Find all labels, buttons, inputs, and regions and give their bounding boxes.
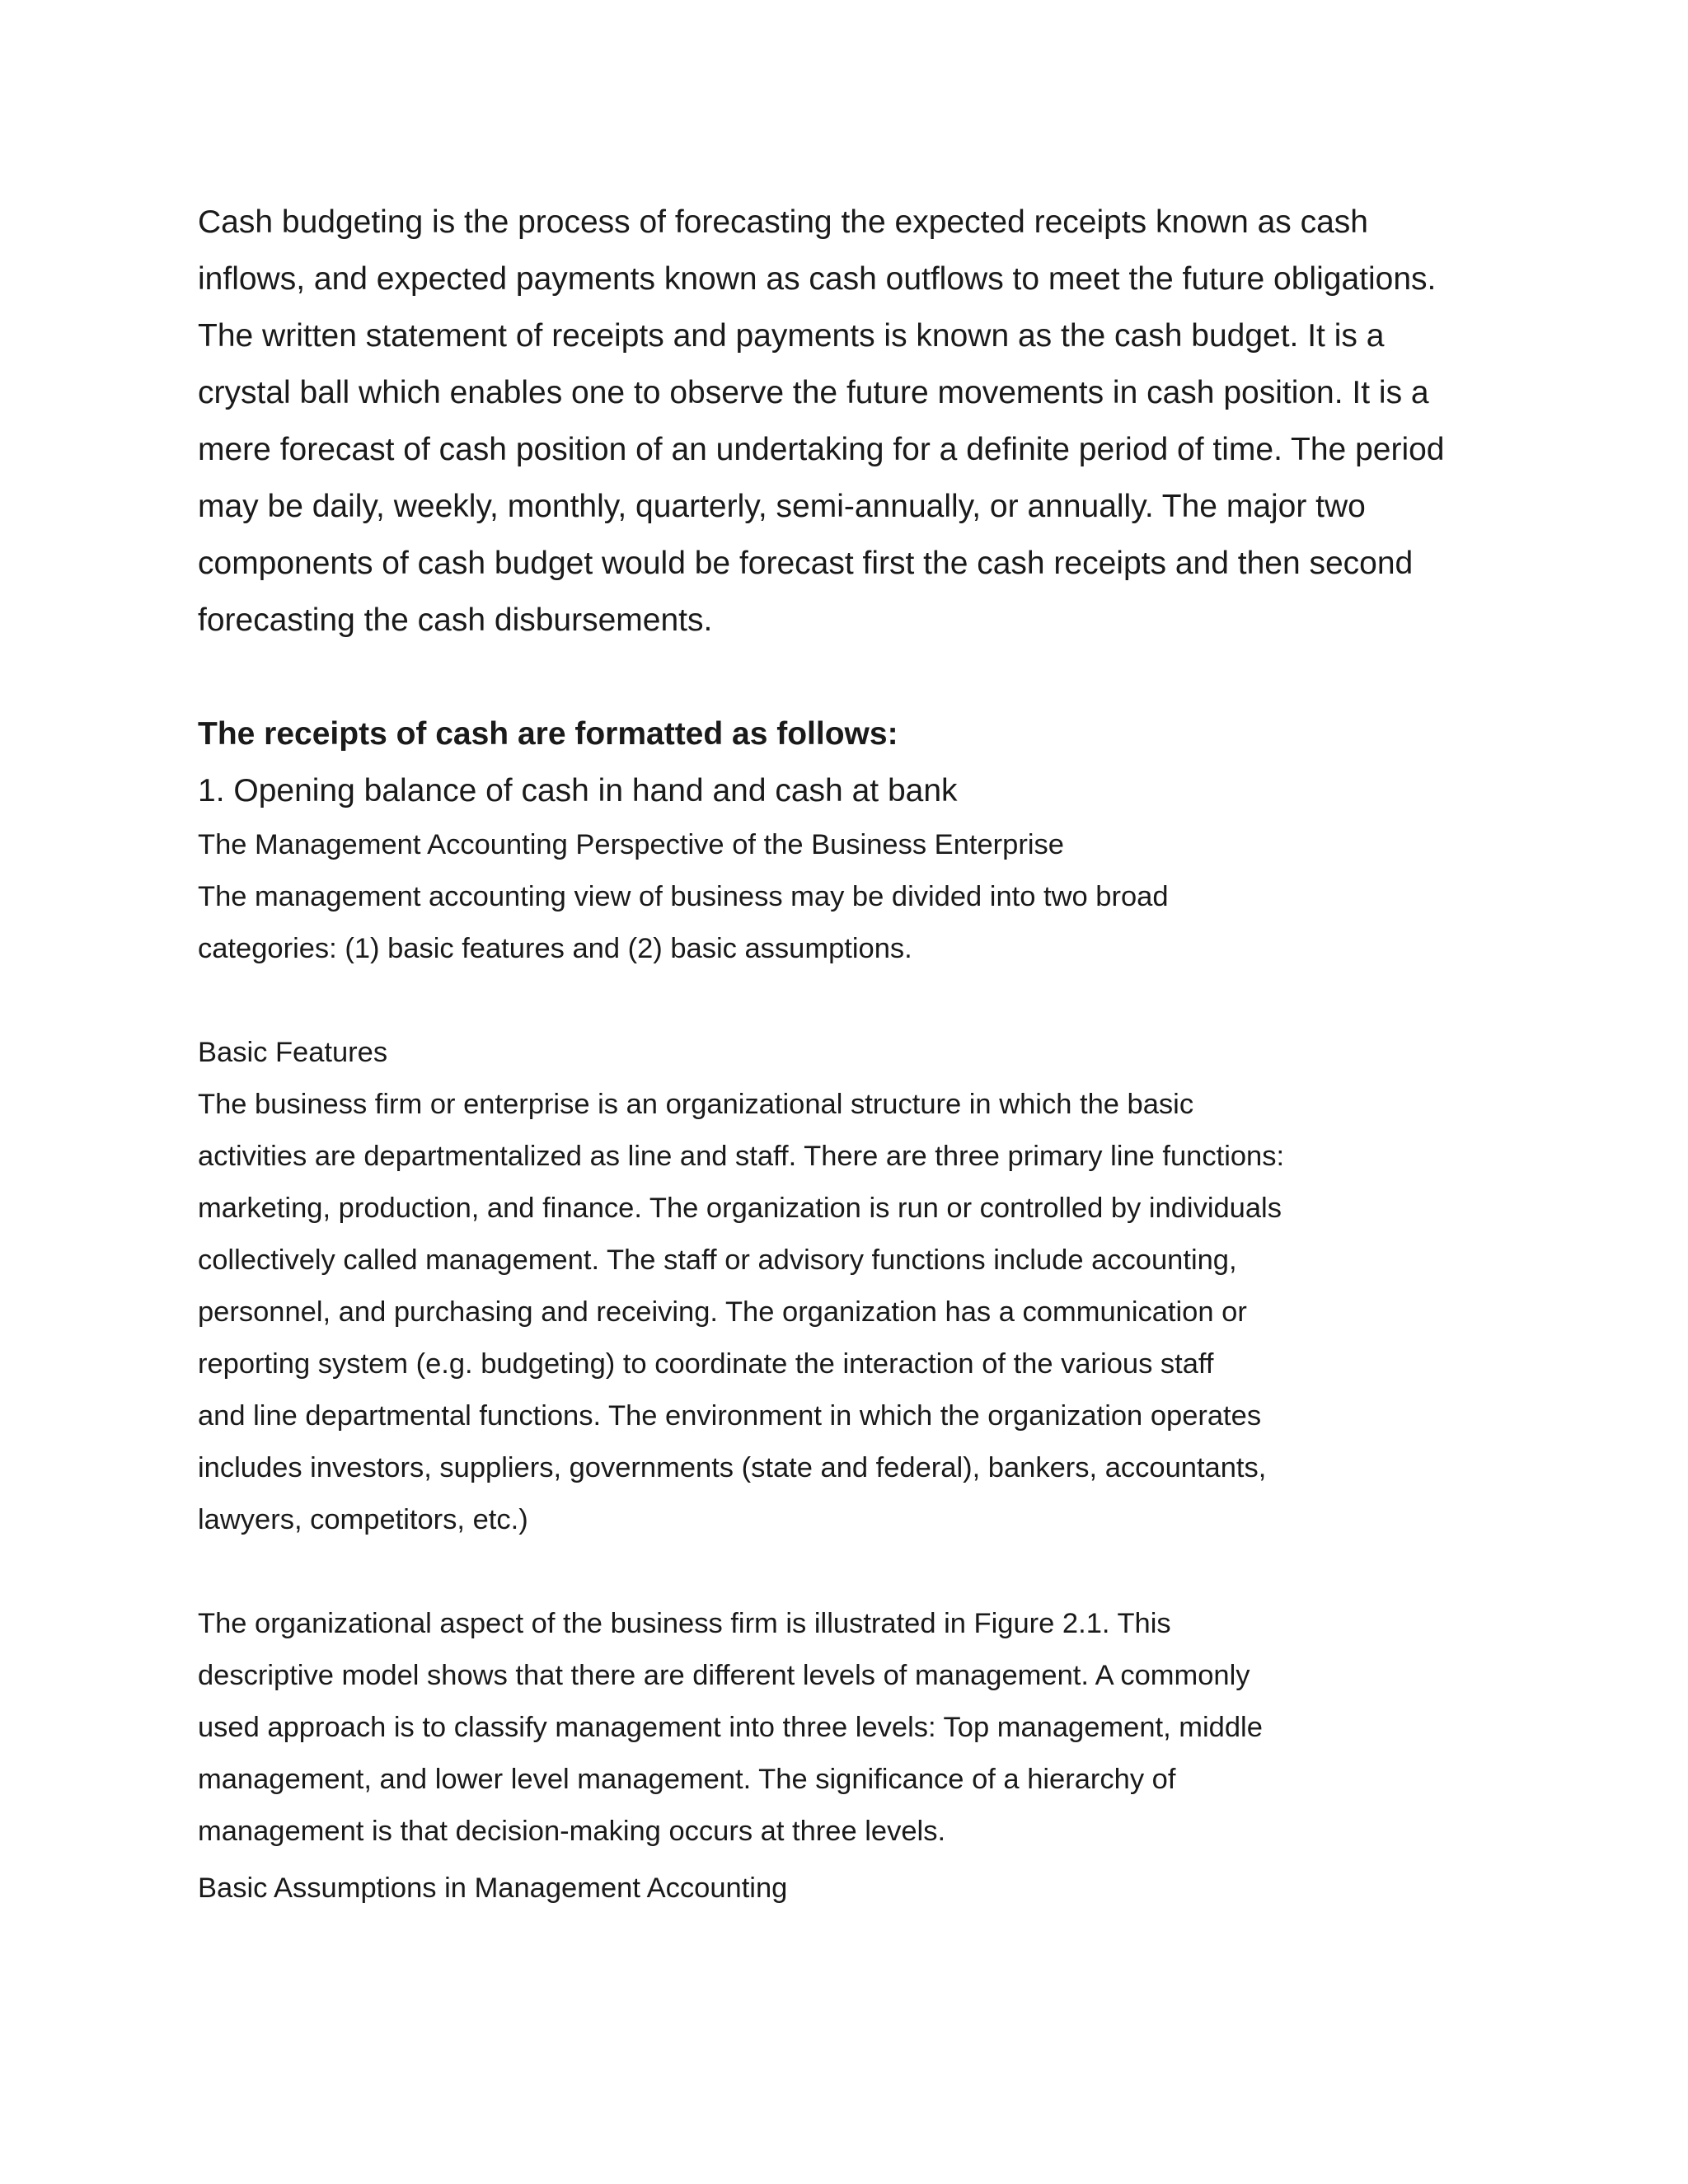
paragraph-line: management, and lower level management. The significance of a hierarchy of xyxy=(198,1764,1176,1795)
basic-features-section xyxy=(198,1027,1517,1546)
paragraph-line: used approach is to classify management into three levels: Top management, middle xyxy=(198,1712,1263,1743)
section-title: Basic Assumptions in Management Accounting xyxy=(198,1872,788,1904)
paragraph-line: Cash budgeting is the process of forecasting the expected receipts known as cash xyxy=(198,204,1368,240)
paragraph-line: management is that decision‐making occurs at three levels. xyxy=(198,1816,946,1847)
receipts-heading: The receipts of cash are formatted as follows: xyxy=(198,716,898,752)
paragraph-line: The management accounting view of business may be divided into two broad xyxy=(198,881,1169,912)
paragraph-line: The organizational aspect of the business firm is illustrated in Figure 2.1. This xyxy=(198,1608,1171,1639)
spacer xyxy=(198,649,1517,705)
paragraph-line: descriptive model shows that there are different levels of management. A commonly xyxy=(198,1660,1250,1691)
spacer xyxy=(198,975,1517,1027)
spacer xyxy=(198,1546,1517,1598)
receipts-list-item: 1. Opening balance of cash in hand and cash at bank xyxy=(198,773,958,808)
paragraph-line: reporting system (e.g. budgeting) to coordinate the interaction of the various staff xyxy=(198,1348,1214,1380)
paragraph-line: marketing, production, and finance. The organization is run or controlled by individuals xyxy=(198,1193,1282,1224)
paragraph-line: includes investors, suppliers, governments (state and federal), bankers, accountants, xyxy=(198,1452,1267,1483)
paragraph-line: lawyers, competitors, etc.) xyxy=(198,1504,528,1535)
paragraph-line: collectively called management. The staff or advisory functions include accounting, xyxy=(198,1244,1237,1276)
organizational-aspect-section xyxy=(198,1598,1517,1858)
paragraph-line: The written statement of receipts and payments is known as the cash budget. It is a xyxy=(198,318,1385,354)
paragraph-line: categories: (1) basic features and (2) basic assumptions. xyxy=(198,933,912,964)
paragraph-line: and line departmental functions. The environment in which the organization operates xyxy=(198,1400,1262,1432)
paragraph-line: personnel, and purchasing and receiving. The organization has a communication or xyxy=(198,1296,1247,1328)
section-title: The Management Accounting Perspective of the Business Enterprise xyxy=(198,829,1064,860)
intro-paragraph xyxy=(198,194,1517,649)
perspective-section xyxy=(198,819,1517,975)
document-body xyxy=(198,194,1517,1915)
paragraph-line: mere forecast of cash position of an undertaking for a definite period of time. The period xyxy=(198,432,1445,467)
paragraph-line: activities are departmentalized as line and staff. There are three primary line functions: xyxy=(198,1141,1285,1172)
paragraph-line: The business firm or enterprise is an organizational structure in which the basic xyxy=(198,1089,1194,1120)
paragraph-line: may be daily, weekly, monthly, quarterly, semi-annually, or annually. The major two xyxy=(198,489,1366,524)
paragraph-line: inflows, and expected payments known as cash outflows to meet the future obligations. xyxy=(198,261,1437,297)
section-title: Basic Features xyxy=(198,1037,388,1068)
paragraph-line: crystal ball which enables one to observe the future movements in cash position. It is a xyxy=(198,375,1429,410)
paragraph-line: forecasting the cash disbursements. xyxy=(198,602,713,638)
paragraph-line: components of cash budget would be forecast first the cash receipts and then second xyxy=(198,546,1414,581)
